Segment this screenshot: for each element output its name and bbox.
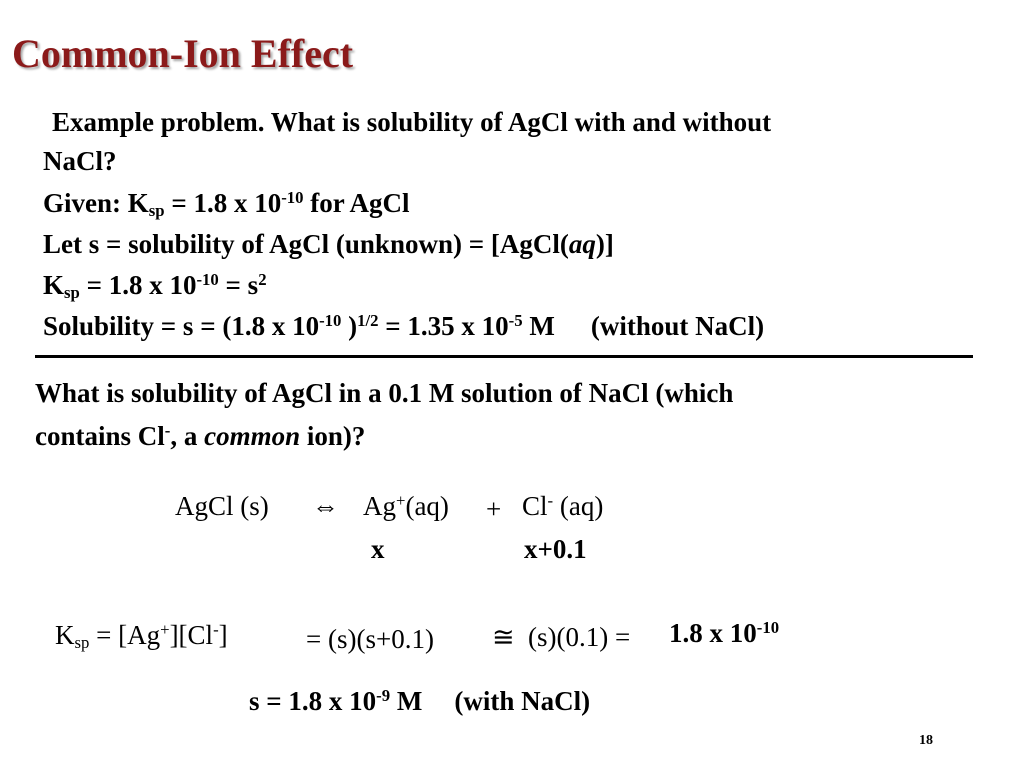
equilibrium-arrow-icon: ⇔	[312, 491, 339, 521]
result-line: s = 1.8 x $10^{-9}$ M (with NaCl)	[249, 685, 591, 716]
divider-line	[35, 355, 973, 358]
given-line: Given: $K_{sp} = 1.8$ x $10^{-10}$ for AgCl	[43, 187, 410, 221]
ksp-value: 1.8 x $10^{-10}$	[669, 617, 780, 648]
cl-concentration: x+0.1	[524, 534, 587, 564]
ksp-expression: $K_{sp} = [Ag^+][Cl^-]$	[55, 619, 228, 653]
ksp-right: (s)(0.1) =	[528, 622, 631, 652]
equation-plus: +	[486, 494, 502, 524]
equation-ag: Ag+(aq)	[363, 490, 449, 521]
problem-line-2: NaCl?	[43, 146, 117, 176]
let-line: Let s = solubility of AgCl (unknown) = [AgCl(aq)]	[43, 229, 614, 259]
ag-concentration: x	[371, 534, 385, 564]
question-line-2: contains Cl-, a common ion)?	[35, 420, 366, 451]
equation-reactant: AgCl (s)	[175, 491, 269, 521]
page-number: 18	[919, 733, 933, 748]
equation-cl: Cl- (aq)	[522, 490, 604, 521]
question-line-1: What is solubility of AgCl in a 0.1 M solution of NaCl (which	[35, 378, 734, 408]
solubility-line: Solubility = s = (1.8 x $10^{-10}$ )$^{1/2}$ = 1.35 x $10^{-5}$ M (without NaCl)	[43, 310, 765, 341]
slide-title: Common-Ion Effect	[12, 31, 354, 76]
ksp-line: $K_{sp} = 1.8$ x $10^{-10} = s^2$	[43, 269, 267, 303]
problem-line-1: Example problem. What is solubility of AgCl with and without	[52, 107, 772, 137]
approx-icon: ≅	[492, 622, 515, 652]
ksp-middle: = (s)(s+0.1)	[306, 624, 434, 654]
